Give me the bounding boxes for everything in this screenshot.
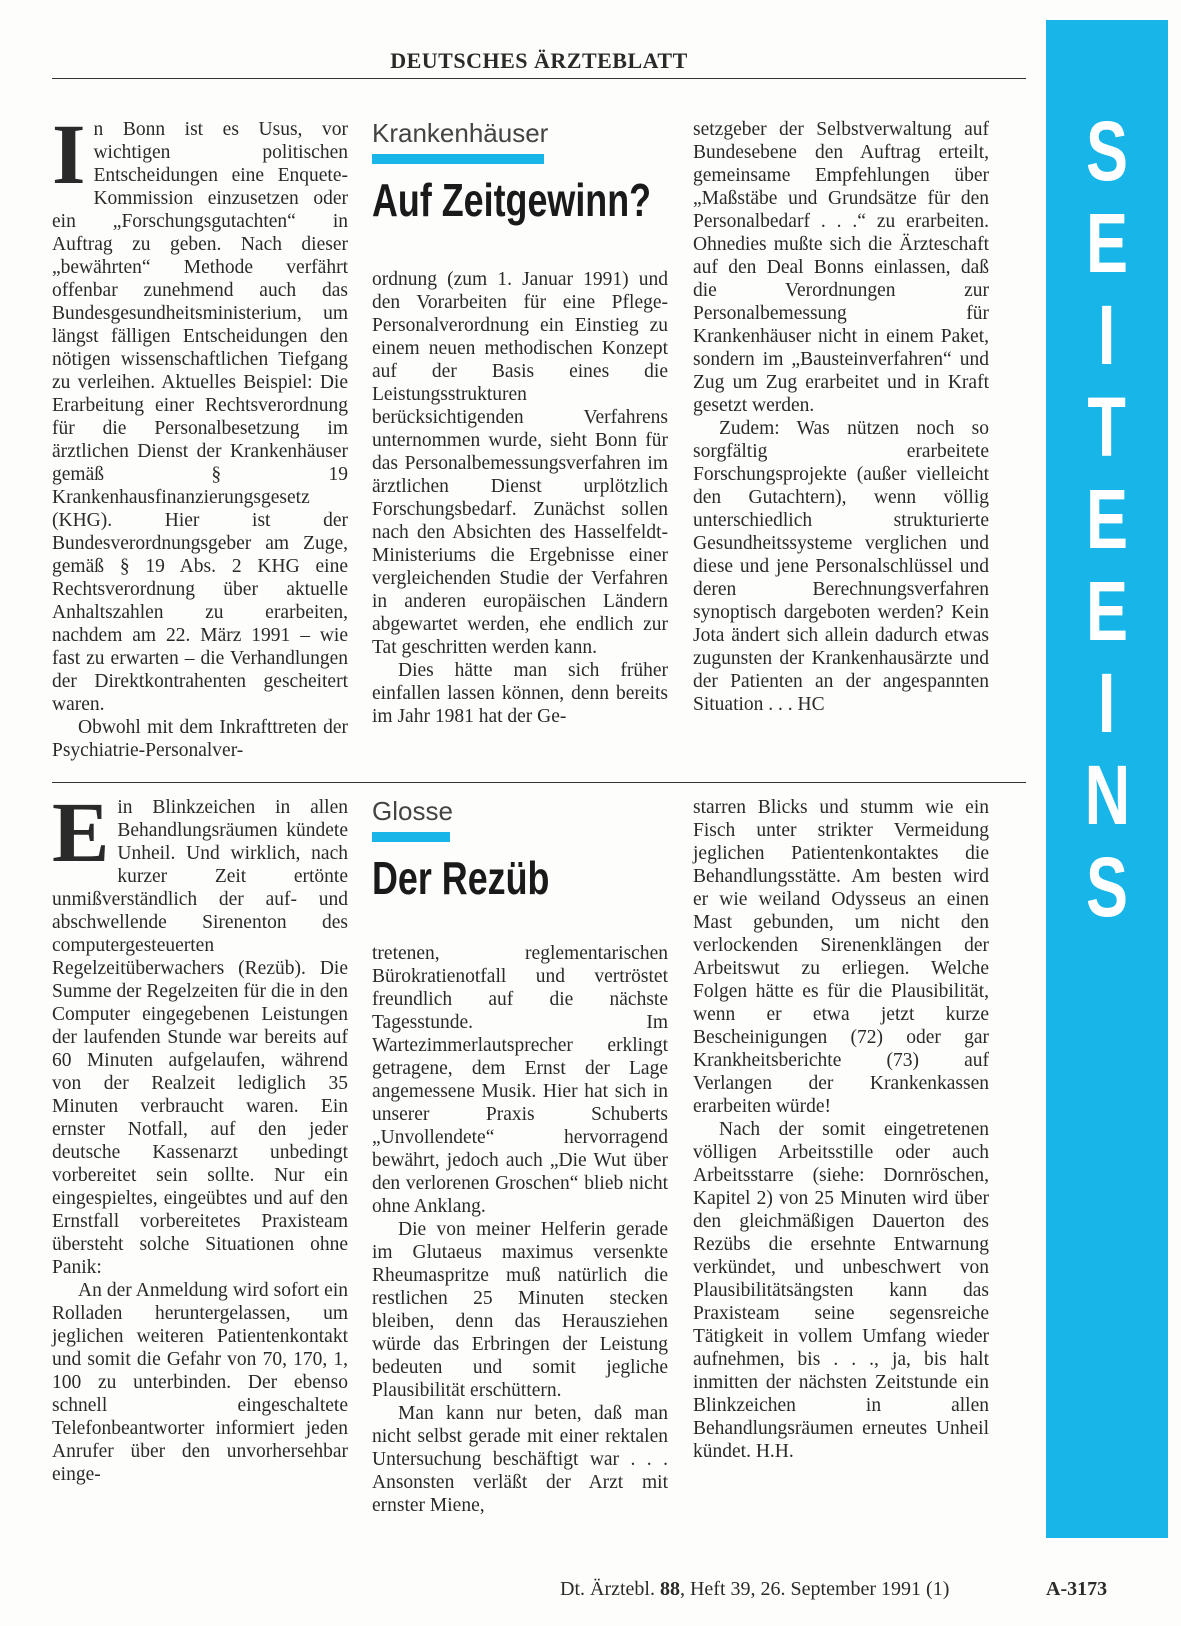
article1-column-2 xyxy=(372,118,668,728)
footer-prefix: Dt. Ärztebl. xyxy=(560,1578,660,1600)
article2-column-3 xyxy=(693,796,989,1463)
footer-suffix: , Heft 39, 26. September 1991 (1) xyxy=(679,1578,950,1600)
article2-kicker-bar xyxy=(372,832,450,842)
masthead: DEUTSCHES ÄRZTEBLATT xyxy=(52,48,1026,79)
article2-col2-paragraph: Die von meiner Helferin gerade im Glutaeus maximus versenkte Rheumaspritze muß natürlich die restlichen 25 Minuten stecken bleiben, denn das Herausziehen würde das Erbringen der Leistung bedeuten und somit jegliche Plausibilität erschüttern. xyxy=(372,1219,668,1401)
sidebar-letter: S xyxy=(1085,104,1129,198)
article2-headline: Der Rezüb xyxy=(372,852,550,904)
article1-kicker: Krankenhäuser xyxy=(372,118,549,148)
article1-kicker-bar xyxy=(372,154,544,164)
article2-col3-paragraph: starren Blicks und stumm wie ein Fisch unter strikter Vermeidung jeglichen Patientenkontaktes die Behandlungsstätte. Am besten wird er wie weiland Odysseus an einen Mast gebunden, um nicht den verlockenden Sirenenklängen der Arbeitswut zu erliegen. Welche Folgen hätte es für die Plausibilität, wenn er etwa jetzt kurze Bescheinigungen (72) oder gar Krankheitsberichte (73) auf Verlangen der Krankenkassen erarbeiten würde! xyxy=(693,797,989,1117)
sidebar-letter: I xyxy=(1098,288,1116,382)
article2-col3-paragraph: Nach der somit eingetretenen völligen Arbeitsstille oder auch Arbeitsstarre (siehe: Dornröschen, Kapitel 2) von 25 Minuten wird über den gleichmäßigen Dauerton des Rezübs die ersehnte Entwarnung verkündet, und unbeschwert von Plausibilitätsängsten kann das Praxisteam seine segensreiche Tätigkeit in vollem Umfang wieder aufnehmen, bis . . ., ja, bis halt inmitten der nächsten Zeitstunde ein Blinkzeichen in allen Behandlungsräumen erneutes Unheil kündet. H.H. xyxy=(693,1119,989,1462)
article1-column-1 xyxy=(52,106,348,762)
sidebar-letter: T xyxy=(1087,380,1127,474)
sidebar-letter: S xyxy=(1085,840,1129,934)
page-number: A-3173 xyxy=(1046,1578,1108,1600)
sidebar-letter: N xyxy=(1084,748,1130,842)
sidebar-letter: E xyxy=(1085,472,1129,566)
article1-column-3 xyxy=(693,118,989,716)
footer-volume: 88 xyxy=(659,1578,680,1600)
article2-dropcap: E xyxy=(52,784,110,880)
article1-col2-paragraph: ordnung (zum 1. Januar 1991) und den Vorarbeiten für eine Pflege-Personalverordnung ein Einstieg zu einem neuen methodischen Konzept auf der Basis eines die Leistungsstrukturen berücksichtigenden Verfahrens unternommen wurde, sieht Bonn für das Personalbemessungsverfahren im ärztlichen Dienst urplötzlich Forschungsbedarf. Zunächst sollen nach den Absichten des Hasselfeldt-Ministeriums die Ergebnisse einer vergleichenden Studie der Verfahren in anderen europäischen Ländern abgewartet werden, ehe endlich zur Tat geschritten werden kann. xyxy=(372,269,668,658)
article1-headline: Auf Zeitgewinn? xyxy=(372,174,652,226)
article2-col1-paragraph: An der Anmeldung wird sofort ein Rolladen heruntergelassen, um jeglichen weiteren Patientenkontakt und somit die Gefahr von 70, 170, 1, 100 zu unterbinden. Der ebenso schnell eingeschaltete Telefonbeantworter informiert jeden Anrufer über den unvorhersehbar einge- xyxy=(52,1280,348,1485)
section-divider xyxy=(52,782,1026,783)
article1-col1-paragraph: n Bonn ist es Usus, vor wichtigen politischen Entscheidungen eine Enquete-Kommission einzusetzen oder ein „Forschungsgutachten“ in Auftrag zu geben. Nach dieser „bewährten“ Methode verfährt offenbar zunehmend auch das Bundesgesundheitsministerium, um längst fälligen Entscheidungen den nötigen wissenschaftlichen Tiefgang zu verleihen. Aktuelles Beispiel: Die Erarbeitung einer Rechtsverordnung für die Personalbesetzung im ärztlichen Dienst der Krankenhäuser gemäß § 19 Krankenhausfinanzierungsgesetz (KHG). Hier ist der Bundesverordnungsgeber am Zuge, gemäß § 19 Abs. 2 KHG eine Rechtsverordnung über aktuelle Anhaltszahlen zu erarbeiten, nachdem am 22. März 1991 – wie fast zu erwarten – die Verhandlungen der Direktkontrahenten gescheitert waren. xyxy=(52,119,348,715)
section-sidebar xyxy=(1046,20,1168,1538)
sidebar-letter: E xyxy=(1085,564,1129,658)
article2-column-1 xyxy=(52,784,348,1486)
article1-col2-paragraph: Dies hätte man sich früher einfallen lassen können, denn bereits im Jahr 1981 hat der Ge- xyxy=(372,660,668,727)
article2-column-2 xyxy=(372,796,668,1517)
sidebar-letters xyxy=(1046,105,1168,933)
article2-col2-paragraph: tretenen, reglementarischen Bürokratienotfall und vertröstet freundlich auf die nächste Tagesstunde. Im Wartezimmerlautsprecher erklingt getragene, dem Ernst der Lage angemessene Musik. Hier hat sich in unserer Praxis Schuberts „Unvollendete“ hervorragend bewährt, jedoch auch „Die Wut über den verlorenen Groschen“ blieb nicht ohne Anklang. xyxy=(372,943,668,1217)
article1-col3-paragraph: setzgeber der Selbstverwaltung auf Bundesebene den Auftrag erteilt, gemeinsame Empfehlungen über „Maßstäbe und Grundsätze für den Personalbedarf . . .“ zu erarbeiten. Ohnedies mußte sich die Ärzteschaft auf den Deal Bonns einlassen, daß die Verordnungen zur Personalbemessung für Krankenhäuser nicht in einem Paket, sondern im „Bausteinverfahren“ und Zug um Zug erarbeitet und in Kraft gesetzt werden. xyxy=(693,119,989,416)
article2-col1-paragraph: in Blinkzeichen in allen Behandlungsräumen kündete Unheil. Und wirklich, nach kurzer Zeit ertönte unmißverständlich der auf- und abschwellende Sirenenton des computergesteuerten Regelzeitüberwachers (Rezüb). Die Summe der Regelzeiten für die in den Computer eingegebenen Leistungen der laufenden Stunde war bereits auf 60 Minuten aufgelaufen, während von der Realzeit lediglich 35 Minuten verbraucht waren. Ein ernster Notfall, auf den jeder deutsche Kassenarzt unbedingt vorbereitet sein sollte. Nur ein eingespieltes, eingeübtes und auf den Ernstfall vorbereitetes Praxisteam übersteht solche Situationen ohne Panik: xyxy=(52,797,348,1278)
article2-col2-paragraph: Man kann nur beten, daß man nicht selbst gerade mit einer rektalen Untersuchung beschäftigt war . . . Ansonsten verläßt der Arzt mit ernster Miene, xyxy=(372,1403,668,1516)
article1-col1-paragraph: Obwohl mit dem Inkrafttreten der Psychiatrie-Personalver- xyxy=(52,717,348,761)
footer-citation xyxy=(560,1578,949,1601)
article1-dropcap: I xyxy=(52,106,86,202)
sidebar-letter: E xyxy=(1085,196,1129,290)
article1-col3-paragraph: Zudem: Was nützen noch so sorgfältig erarbeitete Forschungsprojekte (außer vielleicht den Gutachtern), wenn völlig unterschiedlich strukturierte Gesundheitssysteme verglichen und diese und jene Personalschlüssel und deren Berechnungsverfahren synoptisch dargeboten werden? Kein Jota ändert sich allein dadurch etwas zugunsten der Krankenhausärzte und der Patienten an der angespannten Situation . . . HC xyxy=(693,418,989,715)
sidebar-letter: I xyxy=(1098,656,1116,750)
article2-kicker: Glosse xyxy=(372,796,453,826)
